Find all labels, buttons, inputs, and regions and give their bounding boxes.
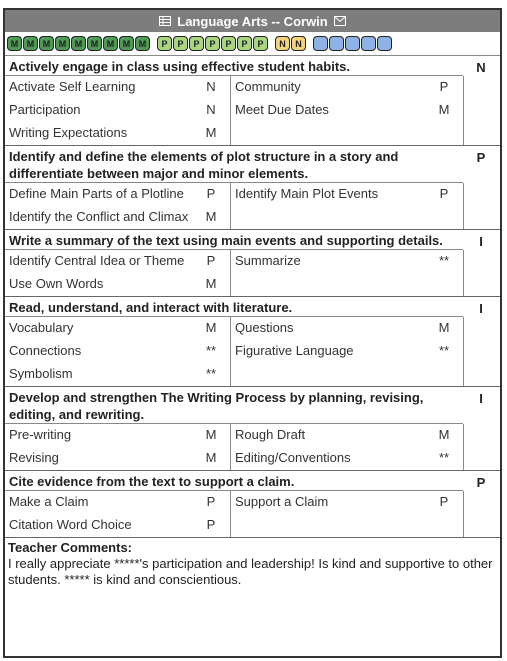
standard-section [5,230,500,297]
skill-grade: M [205,276,217,291]
right-skill-column [231,183,464,229]
standard-title: Develop and strengthen The Writing Process by planning, revising, editing, and rewriting. [5,387,463,424]
grade-column-spacer [464,76,500,145]
skill-label: Support a Claim [235,494,329,509]
right-skill-column [231,317,464,386]
envelope-icon[interactable] [334,16,346,26]
right-skill-column [231,76,464,145]
skill-grade: P [206,253,216,268]
skill-label: Editing/Conventions [235,450,351,465]
grade-column-spacer [464,183,500,229]
skill-row [231,250,463,273]
grade-chip[interactable] [313,36,328,51]
standard-title: Read, understand, and interact with literature. [5,297,463,317]
skill-row [5,514,230,537]
skill-row [231,340,463,363]
skill-label: Use Own Words [9,276,104,291]
skill-row [5,76,230,99]
skill-grade: M [205,209,217,224]
skill-row [231,424,463,447]
grade-column-spacer [464,491,500,537]
standard-section [5,56,500,146]
grade-chip[interactable]: M [71,36,86,51]
report-card [3,8,502,658]
skill-row [5,363,230,386]
skill-row [5,273,230,296]
standard-overall-grade: I [479,391,483,406]
skill-label: Identify Main Plot Events [235,186,379,201]
course-title: Language Arts -- Corwin [177,13,328,29]
skill-grade: N [206,79,216,94]
skill-row [231,447,463,470]
skill-label: Symbolism [9,366,73,381]
right-skill-column [231,250,464,296]
table-icon [159,16,171,26]
left-skill-column [5,76,231,145]
skill-label: Make a Claim [9,494,89,509]
standard-section [5,387,500,471]
skill-label: Community [235,79,301,94]
skill-grade: P [206,186,216,201]
skill-label: Identify Central Idea or Theme [9,253,185,268]
grade-chip[interactable]: P [253,36,268,51]
skill-row [5,250,230,273]
grade-column-spacer [464,250,500,296]
skill-label: Connections [9,343,82,358]
left-skill-column [5,491,231,537]
standard-title: Write a summary of the text using main events and supporting details. [5,230,463,250]
grade-chip[interactable]: N [275,36,290,51]
skill-grade: ** [438,343,450,358]
grade-chip[interactable]: P [157,36,172,51]
skill-row [5,491,230,514]
grade-chip[interactable] [361,36,376,51]
skill-row [5,206,230,229]
skill-label: Summarize [235,253,301,268]
skill-grade: M [438,320,450,335]
standard-title: Actively engage in class using effective student habits. [5,56,463,76]
skill-label: Writing Expectations [9,125,128,140]
standard-overall-grade: N [476,60,486,75]
teacher-comments [5,538,500,590]
left-skill-column [5,317,231,386]
standard-overall-grade: I [479,301,483,316]
grade-chip[interactable] [345,36,360,51]
skill-grade: M [438,102,450,117]
skill-label: Activate Self Learning [9,79,136,94]
teacher-comments-label: Teacher Comments: [8,540,133,555]
grade-chip[interactable]: P [173,36,188,51]
skill-row [5,424,230,447]
standard-overall-grade: I [479,234,483,249]
standards-list [5,56,500,538]
skill-label: Figurative Language [235,343,354,358]
standard-section [5,146,500,230]
grade-chip[interactable]: M [135,36,150,51]
right-skill-column [231,491,464,537]
grade-chip[interactable]: P [221,36,236,51]
grade-chip[interactable]: M [103,36,118,51]
skill-label: Define Main Parts of a Plotline [9,186,184,201]
grade-chip[interactable]: M [55,36,70,51]
left-skill-column [5,183,231,229]
standard-overall-grade: P [476,150,486,165]
skill-row [231,491,463,514]
grade-chip[interactable]: N [291,36,306,51]
grade-column-spacer [464,424,500,470]
skill-grade: ** [438,450,450,465]
skill-row [5,317,230,340]
skill-label: Pre-writing [9,427,72,442]
skill-grade: ** [205,343,217,358]
grade-chip[interactable]: M [39,36,54,51]
grade-column-spacer [464,317,500,386]
grade-chip[interactable]: P [189,36,204,51]
skill-grade: M [205,427,217,442]
grade-chip[interactable]: P [237,36,252,51]
skill-row [231,183,463,206]
skill-label: Vocabulary [9,320,74,335]
skill-grade: M [438,427,450,442]
skill-row [231,76,463,99]
skill-row [5,340,230,363]
skill-label: Participation [9,102,81,117]
standard-section [5,297,500,387]
grade-chip[interactable]: M [119,36,134,51]
grade-chip[interactable] [377,36,392,51]
skill-label: Revising [9,450,59,465]
skill-row [231,99,463,122]
skill-label: Rough Draft [235,427,306,442]
skill-grade: P [439,186,449,201]
grade-chip[interactable]: M [23,36,38,51]
skill-label: Identify the Conflict and Climax [9,209,189,224]
grade-chip[interactable]: P [205,36,220,51]
standard-section [5,471,500,538]
skill-label: Citation Word Choice [9,517,132,532]
teacher-comments-text: I really appreciate *****'s participation and leadership! Is kind and supportive to other students. ***** is kind and conscientious. [8,556,493,587]
grade-chip[interactable]: M [87,36,102,51]
skill-row [5,447,230,470]
grade-chip-bar [5,32,500,56]
skill-grade: P [206,517,216,532]
skill-grade: M [205,320,217,335]
skill-row [5,99,230,122]
skill-grade: ** [205,366,217,381]
skill-row [5,122,230,145]
skill-grade: M [205,125,217,140]
grade-chip[interactable] [329,36,344,51]
skill-grade: P [439,79,449,94]
skill-label: Meet Due Dates [235,102,329,117]
skill-grade: N [206,102,216,117]
skill-grade: P [206,494,216,509]
card-header [5,10,500,32]
skill-label: Questions [235,320,294,335]
standard-title: Cite evidence from the text to support a claim. [5,471,463,491]
skill-grade: ** [438,253,450,268]
standard-title: Identify and define the elements of plot structure in a story and differentiate between major and minor elements. [5,146,463,183]
skill-grade: M [205,450,217,465]
right-skill-column [231,424,464,470]
left-skill-column [5,250,231,296]
left-skill-column [5,424,231,470]
skill-row [231,317,463,340]
skill-row [5,183,230,206]
skill-grade: P [439,494,449,509]
grade-chip[interactable]: M [7,36,22,51]
standard-overall-grade: P [476,475,486,490]
